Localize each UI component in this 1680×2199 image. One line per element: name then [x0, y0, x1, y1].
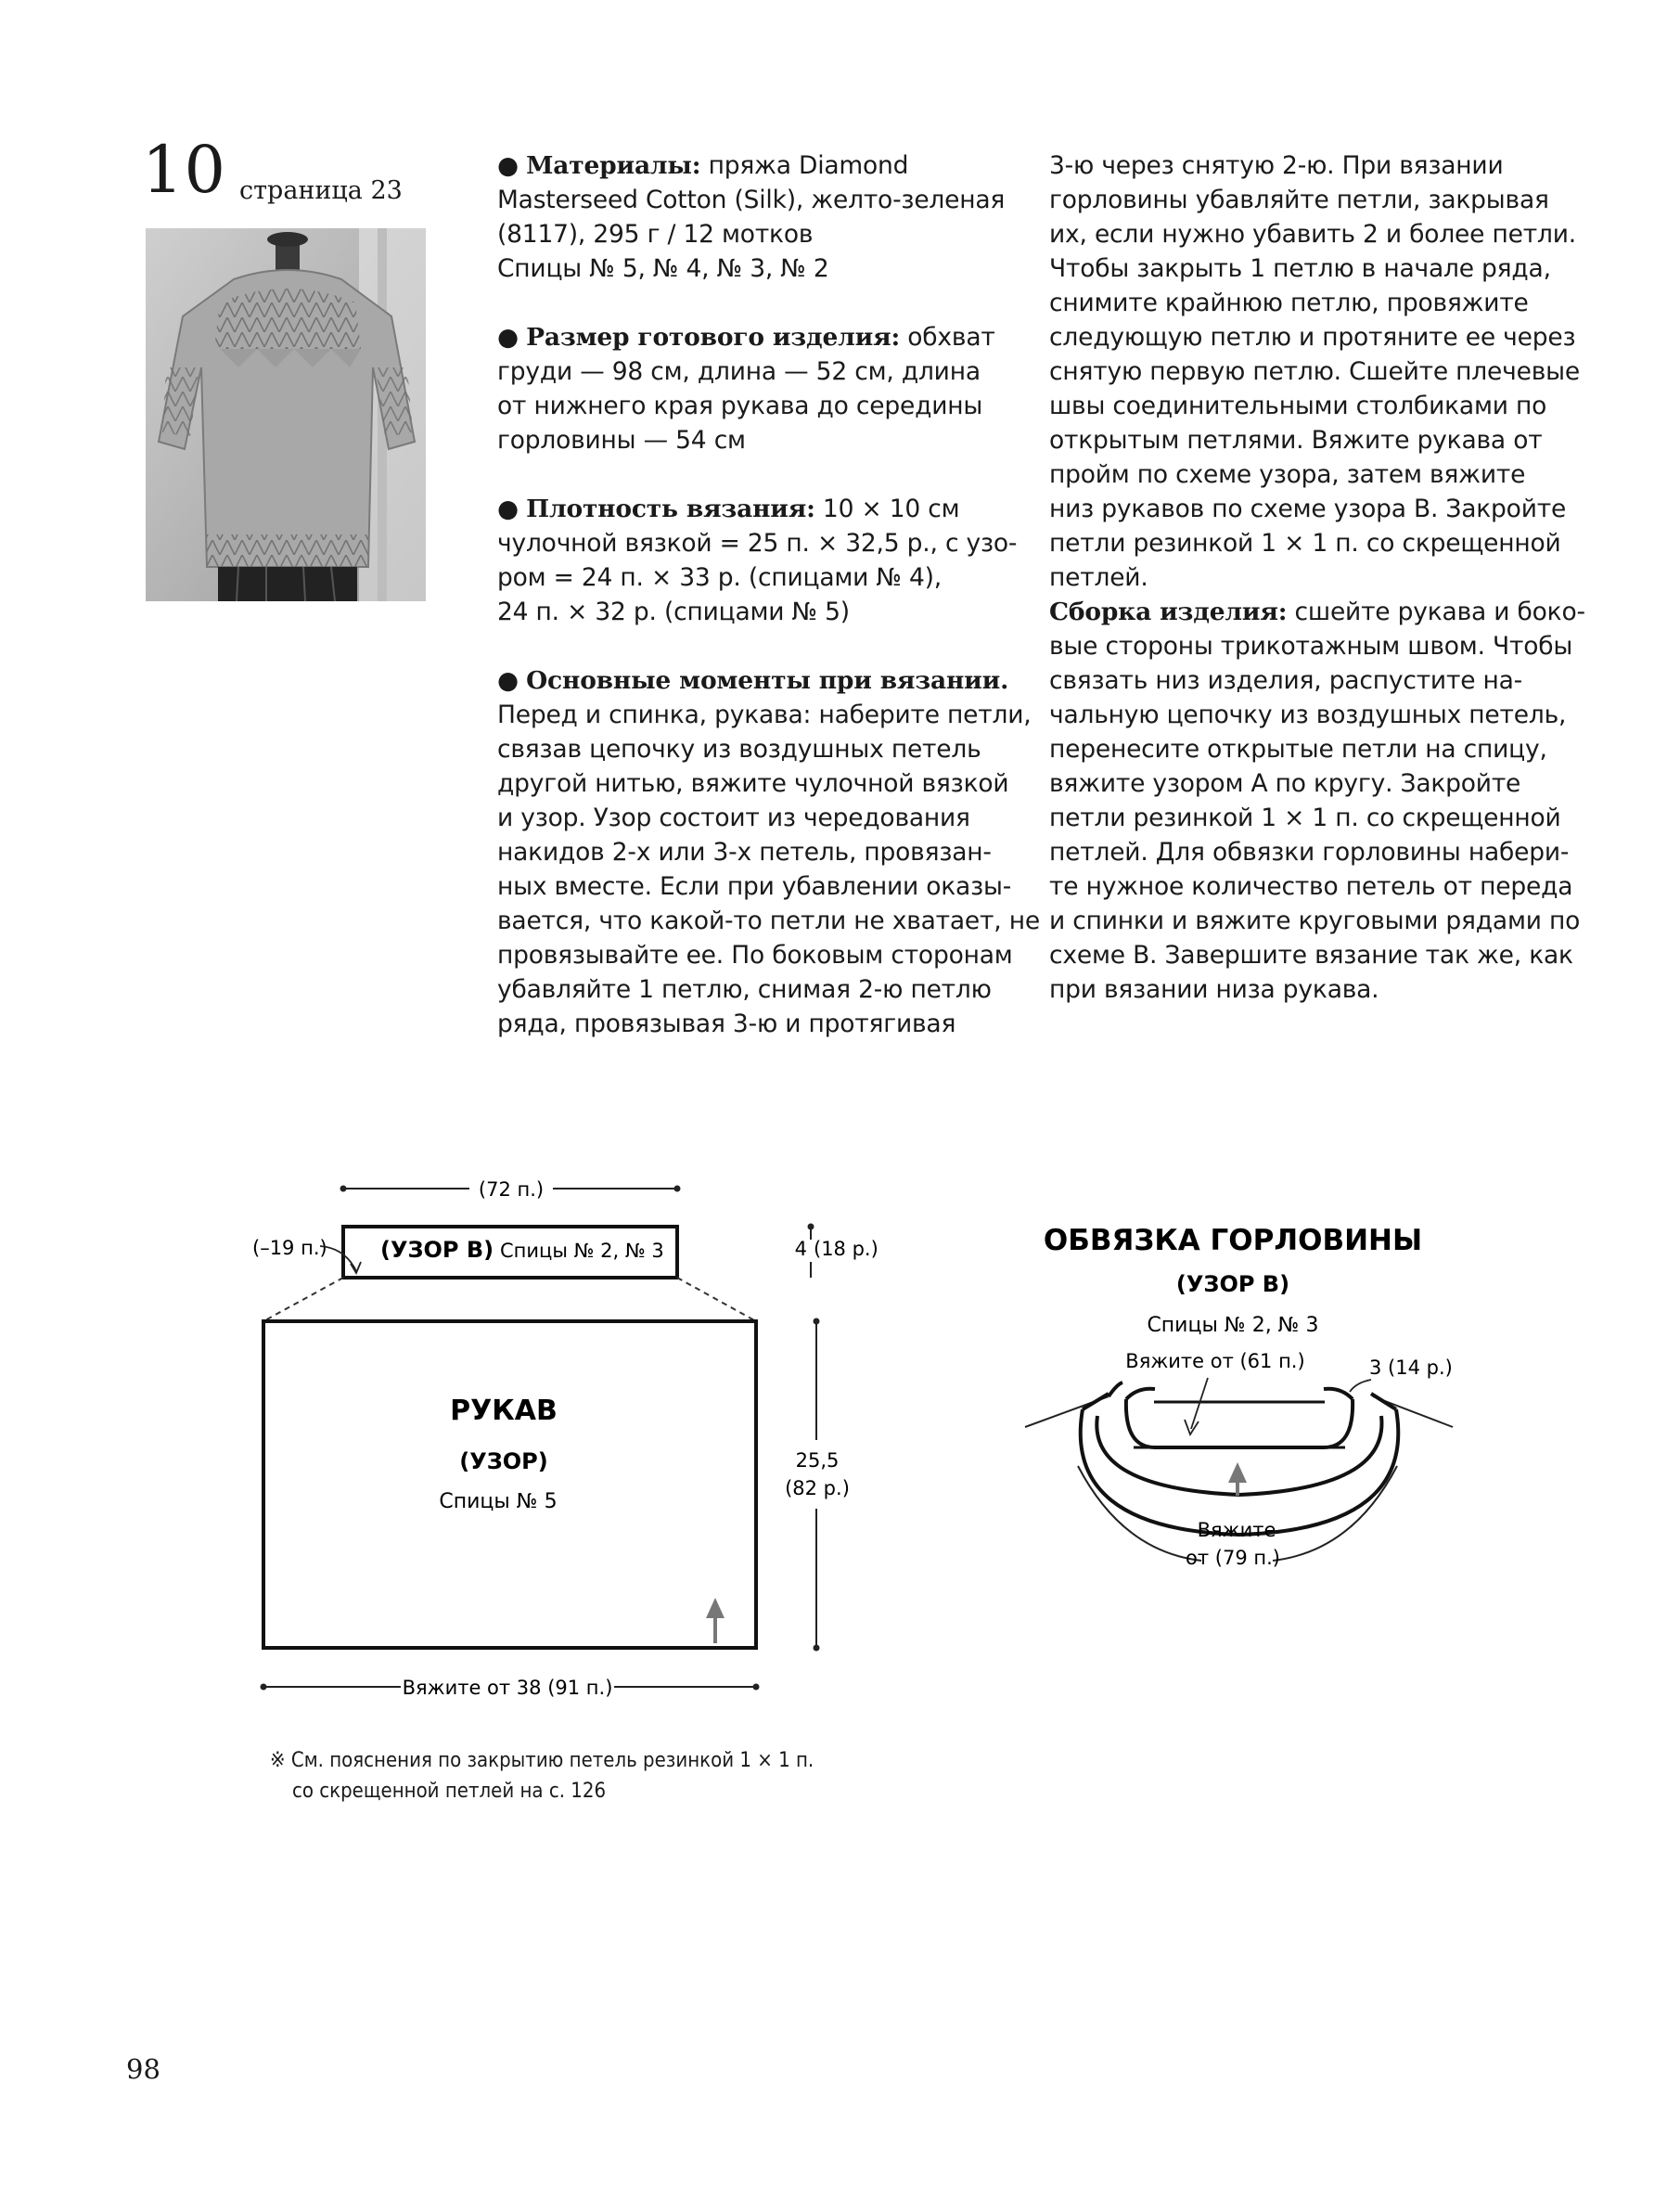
- text-line: 3-ю через снятую 2-ю. При вязании: [1049, 151, 1504, 180]
- key-points-line: вается, что какой-то петли не хватает, не: [497, 907, 1040, 935]
- size-line: обхват: [900, 323, 995, 352]
- cuff-pattern-label: (УЗОР B): [380, 1237, 494, 1263]
- text-line: открытым петлями. Вяжите рукава от: [1049, 426, 1543, 455]
- knit-direction-arrow-icon: [1228, 1462, 1247, 1496]
- key-points-label: Основные моменты при вязании.: [526, 666, 1009, 695]
- materials-label: Материалы:: [526, 151, 701, 180]
- text-line: швы соединительными столбиками по: [1049, 392, 1547, 420]
- assembly-label: Сборка изделия:: [1049, 598, 1288, 626]
- page-number: 98: [126, 2053, 160, 2085]
- text-line: низ рукавов по схеме узора B. Закройте: [1049, 495, 1567, 523]
- cast-on-label: Вяжите от 38 (91 п.): [402, 1677, 613, 1699]
- cuff-needles-label: Спицы № 2, № 3: [500, 1240, 664, 1262]
- size-line: от нижнего края рукава до середины: [497, 392, 983, 420]
- key-points-line: ных вместе. Если при убавлении оказы-: [497, 872, 1012, 901]
- top-width-dimension: [340, 1178, 681, 1201]
- text-line: снятую первую петлю. Сшейте плечевые: [1049, 357, 1580, 386]
- footnote-line: со скрещенной петлей на с. 126: [292, 1780, 607, 1803]
- top-width-label: (72 п.): [478, 1178, 545, 1201]
- assembly-line: петли резинкой 1 × 1 п. со скрещенной: [1049, 804, 1561, 832]
- text-line: пройм по схеме узора, затем вяжите: [1049, 460, 1526, 489]
- key-points-line: ряда, провязывая 3-ю и протягивая: [497, 1009, 956, 1038]
- sleeve-needles: Спицы № 5: [439, 1490, 558, 1513]
- sleeve-pattern: (УЗОР): [459, 1448, 548, 1474]
- key-points-line: убавляйте 1 петлю, снимая 2-ю петлю: [497, 975, 992, 1004]
- key-points-line: провязывайте ее. По боковым сторонам: [497, 941, 1013, 970]
- bullet-icon: ●: [497, 666, 519, 695]
- materials-line: (8117), 295 г / 12 мотков: [497, 220, 814, 249]
- bullet-icon: ●: [497, 323, 519, 352]
- band-height-label: 3 (14 р.): [1369, 1357, 1453, 1379]
- text-line: Чтобы закрыть 1 петлю в начале ряда,: [1049, 254, 1551, 283]
- neckband-needles: Спицы № 2, № 3: [1147, 1314, 1319, 1337]
- neckband-title: ОБВЯЗКА ГОРЛОВИНЫ: [1043, 1224, 1423, 1257]
- text-line: следующую петлю и протяните ее через: [1049, 323, 1576, 352]
- cuff-rows-label: (18 р.): [814, 1238, 878, 1260]
- sleeve-diagram: [252, 1178, 878, 1699]
- assembly-line: чальную цепочку из воздушных петель,: [1049, 701, 1567, 729]
- cuff-height-label: 4: [794, 1238, 807, 1260]
- text-line: петлей.: [1049, 563, 1148, 592]
- assembly-line: вяжите узором A по кругу. Закройте: [1049, 769, 1521, 798]
- key-points-line: другой нитью, вяжите чулочной вязкой: [497, 769, 1009, 798]
- footnote: [270, 1745, 814, 1807]
- gauge-line: 24 п. × 32 р. (спицами № 5): [497, 598, 850, 626]
- assembly-line: петлей. Для обвязки горловины набери-: [1049, 838, 1570, 867]
- sleeve-height-label: 25,5: [795, 1449, 840, 1472]
- key-points-line: Перед и спинка, рукава: наберите петли,: [497, 701, 1032, 729]
- gauge-line: ром = 24 п. × 33 р. (спицами № 4),: [497, 563, 943, 592]
- assembly-line: перенесите открытые петли на спицу,: [1049, 735, 1547, 764]
- bullet-icon: ●: [497, 151, 519, 180]
- gauge-label: Плотность вязания:: [526, 495, 815, 523]
- gauge-line: чулочной вязкой = 25 п. × 32,5 р., с узо-: [497, 529, 1018, 558]
- materials-line: Masterseed Cotton (Silk), желто-зеленая: [497, 186, 1006, 214]
- assembly-line: и спинки и вяжите круговыми рядами по: [1049, 907, 1581, 935]
- assembly-line: сшейте рукава и боко-: [1287, 598, 1585, 626]
- sleeve-title: РУКАВ: [450, 1395, 558, 1427]
- sleeve-rows-label: (82 р.): [785, 1477, 850, 1499]
- size-line: горловины — 54 см: [497, 426, 746, 455]
- pick-up-label: Вяжите от (61 п.): [1125, 1350, 1305, 1372]
- size-line: груди — 98 см, длина — 52 см, длина: [497, 357, 981, 386]
- sleeve-rect: [263, 1321, 756, 1648]
- key-points-line: связав цепочку из воздушных петель: [497, 735, 981, 764]
- gauge-line: 10 × 10 см: [814, 495, 960, 523]
- assembly-line: при вязании низа рукава.: [1049, 975, 1379, 1004]
- knit-from-label-1: Вяжите: [1197, 1519, 1276, 1541]
- text-line: петли резинкой 1 × 1 п. со скрещенной: [1049, 529, 1561, 558]
- size-label: Размер готового изделия:: [526, 323, 901, 352]
- pattern-number: 10: [142, 132, 227, 208]
- knit-from-label-2: от (79 п.): [1186, 1547, 1280, 1569]
- decrease-label: (–19 п.): [252, 1237, 327, 1259]
- text-line: горловины убавляйте петли, закрывая: [1049, 186, 1549, 214]
- key-points-line: накидов 2-х или 3-х петель, провязан-: [497, 838, 992, 867]
- bullet-icon: ●: [497, 495, 519, 523]
- neckband-pattern: (УЗОР B): [1175, 1271, 1290, 1297]
- assembly-line: схеме B. Завершите вязание так же, как: [1049, 941, 1573, 970]
- text-line: их, если нужно убавить 2 и более петли.: [1049, 220, 1576, 249]
- assembly-line: те нужное количество петель от переда: [1049, 872, 1573, 901]
- materials-line: Спицы № 5, № 4, № 3, № 2: [497, 254, 829, 283]
- page-reference: страница 23: [239, 176, 403, 205]
- inner-edge: [1126, 1399, 1353, 1447]
- assembly-line: связать низ изделия, распустите на-: [1049, 666, 1523, 695]
- materials-line: пряжа Diamond: [700, 151, 909, 180]
- knit-direction-arrow-icon: [706, 1598, 725, 1643]
- assembly-line: вые стороны трикотажным швом. Чтобы: [1049, 632, 1573, 661]
- key-points-line: и узор. Узор состоит из чередования: [497, 804, 970, 832]
- neckband-diagram: [1025, 1224, 1453, 1569]
- footnote-line: ※ См. пояснения по закрытию петель резинкой 1 × 1 п.: [270, 1749, 814, 1772]
- text-line: снимите крайнюю петлю, провяжите: [1049, 289, 1529, 317]
